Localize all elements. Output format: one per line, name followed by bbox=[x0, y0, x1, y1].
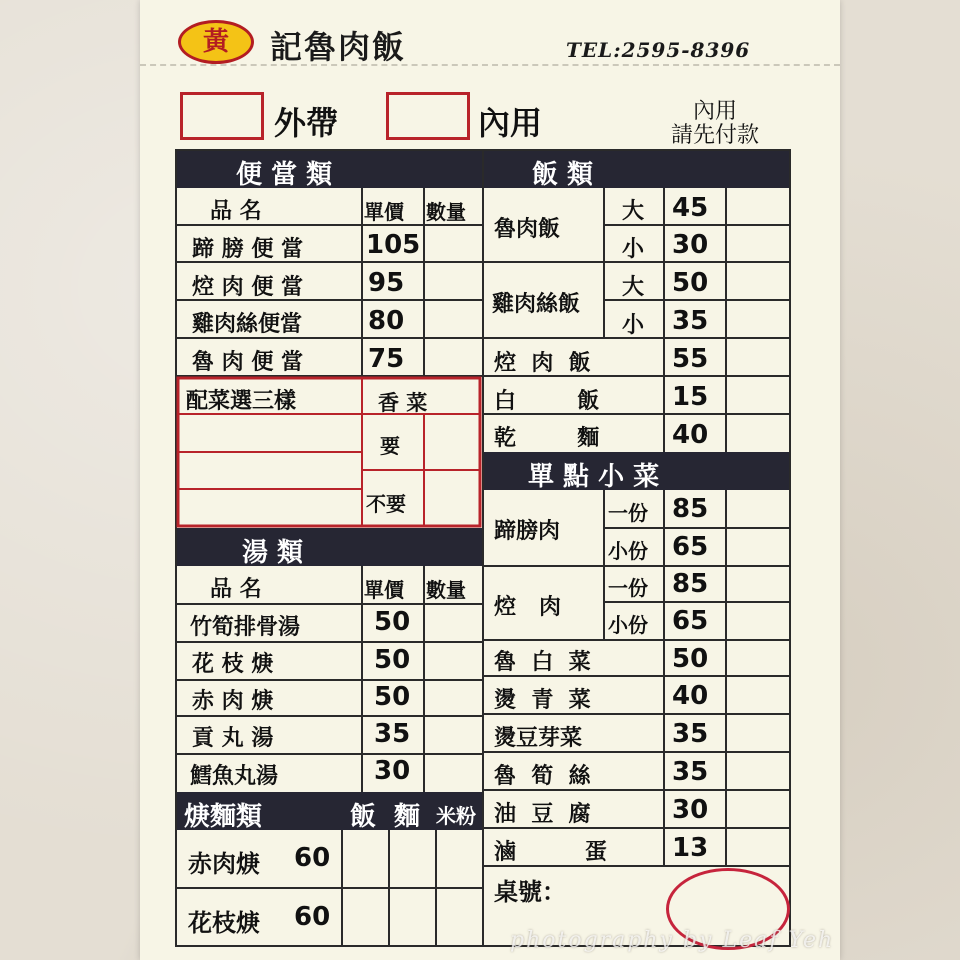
rice-size: 小 bbox=[622, 237, 645, 262]
side-size: 小份 bbox=[608, 539, 648, 563]
side-item-name: 油 豆 腐 bbox=[494, 802, 591, 827]
watermark: photography by Leaf Yeh bbox=[510, 928, 835, 953]
shop-name: 記魯肉飯 bbox=[270, 28, 407, 66]
side-price: 35 bbox=[672, 757, 709, 787]
side-price: 85 bbox=[672, 494, 709, 524]
soup-title: 湯 類 bbox=[242, 538, 304, 568]
rice-title: 飯 類 bbox=[532, 160, 594, 190]
rice-simple-price: 15 bbox=[672, 382, 709, 412]
geng-item-price: 60 bbox=[294, 902, 331, 932]
soup-item-name: 鱈魚丸湯 bbox=[190, 764, 279, 789]
rice-size: 大 bbox=[622, 275, 645, 300]
side-price: 50 bbox=[672, 644, 709, 674]
dine-in-label: 內用 bbox=[478, 104, 543, 142]
logo-char: 黃 bbox=[202, 27, 229, 57]
side-size: 一份 bbox=[608, 501, 648, 525]
col-rice: 飯 bbox=[350, 802, 377, 832]
table-number-label: 桌號： bbox=[494, 878, 566, 906]
bento-item-name: 雞肉絲便當 bbox=[192, 312, 303, 337]
soup-item-name: 赤 肉 焿 bbox=[192, 689, 274, 714]
bento-col-qty: 數量 bbox=[426, 200, 466, 224]
bento-col-name: 品 名 bbox=[210, 199, 262, 224]
col-noodle: 麵 bbox=[394, 802, 421, 832]
side-item-name: 魯 白 菜 bbox=[494, 650, 591, 675]
bento-item-price: 95 bbox=[368, 268, 405, 298]
sides-label: 配菜選三樣 bbox=[186, 389, 297, 414]
rice-size: 大 bbox=[622, 199, 645, 224]
bento-title: 便 當 類 bbox=[236, 160, 333, 190]
soup-item-price: 50 bbox=[374, 645, 411, 675]
telephone: TEL:2595-8396 bbox=[566, 38, 751, 62]
rice-item-name: 雞肉絲飯 bbox=[492, 292, 581, 317]
geng-item-name: 花枝焿 bbox=[188, 909, 260, 937]
bento-item-name: 魯 肉 便 當 bbox=[192, 350, 303, 375]
geng-item-price: 60 bbox=[294, 843, 331, 873]
rice-simple-name: 乾 麵 bbox=[494, 426, 600, 451]
rice-simple-name: 白 飯 bbox=[494, 389, 600, 414]
soup-item-price: 35 bbox=[374, 719, 411, 749]
geng-item-name: 赤肉焿 bbox=[188, 850, 260, 878]
rice-simple-price: 55 bbox=[672, 344, 709, 374]
side-item-name: 焢 肉 bbox=[494, 595, 561, 620]
side-price: 65 bbox=[672, 606, 709, 636]
soup-col-name: 品 名 bbox=[210, 577, 262, 602]
soup-item-price: 50 bbox=[374, 682, 411, 712]
side-item-name: 滷 蛋 bbox=[494, 840, 607, 865]
rice-price: 45 bbox=[672, 193, 709, 223]
rice-simple-price: 40 bbox=[672, 420, 709, 450]
takeout-label: 外帶 bbox=[274, 104, 339, 142]
side-price: 35 bbox=[672, 719, 709, 749]
soup-item-price: 30 bbox=[374, 756, 411, 786]
soup-item-price: 50 bbox=[374, 607, 411, 637]
side-item-name: 燙豆芽菜 bbox=[494, 726, 583, 751]
rice-price: 35 bbox=[672, 306, 709, 336]
dine-in-note-line2: 請先付款 bbox=[670, 123, 759, 148]
cilantro-dont-want: 不要 bbox=[366, 492, 406, 516]
bento-item-name: 焢 肉 便 當 bbox=[192, 275, 303, 300]
side-price: 30 bbox=[672, 795, 709, 825]
side-price: 85 bbox=[672, 569, 709, 599]
side-item-name: 燙 青 菜 bbox=[494, 688, 591, 713]
soup-item-name: 花 枝 焿 bbox=[192, 652, 274, 677]
soup-header-bar bbox=[176, 528, 482, 566]
side-item-name: 魯 筍 絲 bbox=[494, 764, 591, 789]
side-item-name: 蹄膀肉 bbox=[494, 519, 561, 544]
rice-simple-name: 焢 肉 飯 bbox=[494, 351, 591, 376]
soup-col-price: 單價 bbox=[364, 578, 404, 602]
side-price: 13 bbox=[672, 833, 709, 863]
soup-item-name: 貢 丸 湯 bbox=[192, 726, 274, 751]
cilantro-want: 要 bbox=[380, 434, 400, 458]
col-vermicelli: 米粉 bbox=[436, 804, 476, 828]
bento-item-price: 75 bbox=[368, 344, 405, 374]
rice-size: 小 bbox=[622, 313, 645, 338]
bento-item-price: 80 bbox=[368, 306, 405, 336]
dine-in-note-line1: 內用 bbox=[692, 99, 737, 124]
side-size: 一份 bbox=[608, 576, 648, 600]
geng-title: 焿麵類 bbox=[184, 802, 263, 832]
rice-price: 30 bbox=[672, 230, 709, 260]
side-price: 40 bbox=[672, 681, 709, 711]
side-price: 65 bbox=[672, 532, 709, 562]
side-dish-title: 單 點 小 菜 bbox=[528, 462, 660, 492]
cilantro-label: 香 菜 bbox=[378, 391, 428, 415]
side-size: 小份 bbox=[608, 613, 648, 637]
soup-item-name: 竹筍排骨湯 bbox=[190, 615, 301, 640]
rice-price: 50 bbox=[672, 268, 709, 298]
bento-item-name: 蹄 膀 便 當 bbox=[192, 237, 303, 262]
bento-item-price: 105 bbox=[366, 230, 421, 260]
bento-col-price: 單價 bbox=[364, 200, 404, 224]
soup-col-qty: 數量 bbox=[426, 578, 466, 602]
rice-item-name: 魯肉飯 bbox=[494, 217, 561, 242]
